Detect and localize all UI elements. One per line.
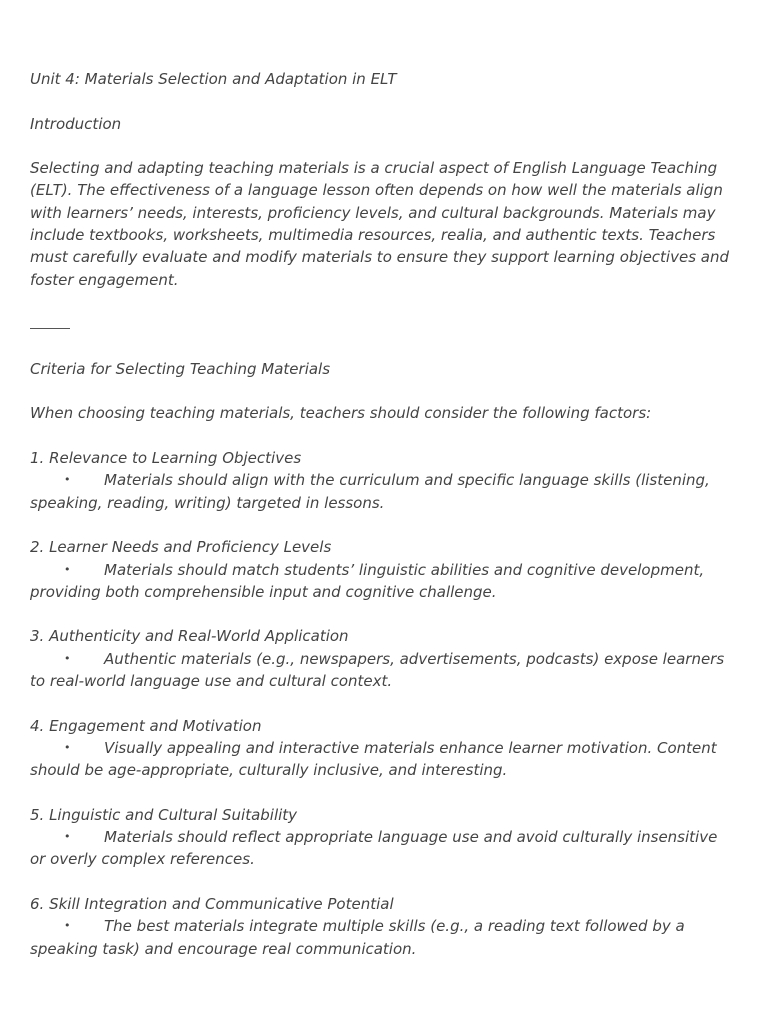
criterion-bullet-text: Visually appealing and interactive materials enhance learner motivation. Content should be age-appropriate, culturally inclusive, and interesting. <box>30 738 717 780</box>
criterion-heading: 2. Learner Needs and Proficiency Levels <box>30 538 332 557</box>
criterion <box>30 625 738 692</box>
spacer <box>30 871 738 893</box>
bullet-icon: • <box>64 473 71 487</box>
bullet-icon: • <box>64 830 71 844</box>
spacer <box>30 291 738 313</box>
criteria-heading: Criteria for Selecting Teaching Materials <box>30 359 331 378</box>
criterion-bullet-text: Authentic materials (e.g., newspapers, advertisements, podcasts) expose learners to real-world language use and cultural context. <box>30 649 725 691</box>
spacer <box>30 514 738 536</box>
bullet-icon: • <box>64 919 71 933</box>
criterion <box>30 447 738 514</box>
criterion <box>30 804 738 871</box>
spacer <box>30 90 738 112</box>
criterion-bullet-text: The best materials integrate multiple skills (e.g., a reading text followed by a speaking task) and encourage real communication. <box>30 917 685 958</box>
criterion-bullet <box>30 737 736 782</box>
spacer <box>30 135 738 157</box>
spacer <box>30 692 738 714</box>
document-title: Unit 4: Materials Selection and Adaptation in ELT <box>30 70 397 88</box>
section-divider <box>30 313 738 335</box>
criterion-heading: 1. Relevance to Learning Objectives <box>30 449 302 468</box>
criteria-intro: When choosing teaching materials, teachers should consider the following factors: <box>30 404 652 423</box>
bullet-icon: • <box>64 651 71 665</box>
criterion-bullet <box>30 915 736 960</box>
spacer <box>30 425 738 447</box>
criterion-heading: 6. Skill Integration and Communicative Potential <box>30 894 394 913</box>
criterion <box>30 893 738 960</box>
criterion-heading: 4. Engagement and Motivation <box>30 716 262 735</box>
criterion-bullet <box>30 826 736 871</box>
spacer <box>30 782 738 804</box>
criterion-bullet <box>30 648 736 693</box>
criterion-bullet <box>30 559 736 604</box>
spacer <box>30 336 738 358</box>
spacer <box>30 603 738 625</box>
criterion-bullet-text: Materials should reflect appropriate language use and avoid culturally insensitive or overly complex references. <box>30 828 718 869</box>
intro-paragraph: Selecting and adapting teaching materials is a crucial aspect of English Language Teaching (ELT). The effectiveness of a language lesson often depends on how well the materials align with learners’ needs, interests, proficiency levels, and cultural backgrounds. Materials may include textbooks, worksheets, multimedia resources, realia, and authentic texts. Teachers must carefully evaluate and modify materials to ensure they support learning objectives and foster engagement. <box>30 159 730 289</box>
bullet-icon: • <box>64 740 71 754</box>
bullet-icon: • <box>64 562 71 576</box>
criterion-bullet-text: Materials should match students’ linguistic abilities and cognitive development, providing both comprehensible input and cognitive challenge. <box>30 560 705 601</box>
criterion-bullet <box>30 469 736 514</box>
intro-heading: Introduction <box>30 114 122 133</box>
criterion-bullet-text: Materials should align with the curriculum and specific language skills (listening, speaking, reading, writing) targeted in lessons. <box>30 471 710 512</box>
spacer <box>30 380 738 402</box>
criterion-heading: 3. Authenticity and Real-World Application <box>30 627 349 646</box>
criterion-heading: 5. Linguistic and Cultural Suitability <box>30 805 298 824</box>
criterion <box>30 715 738 782</box>
criterion <box>30 536 738 603</box>
